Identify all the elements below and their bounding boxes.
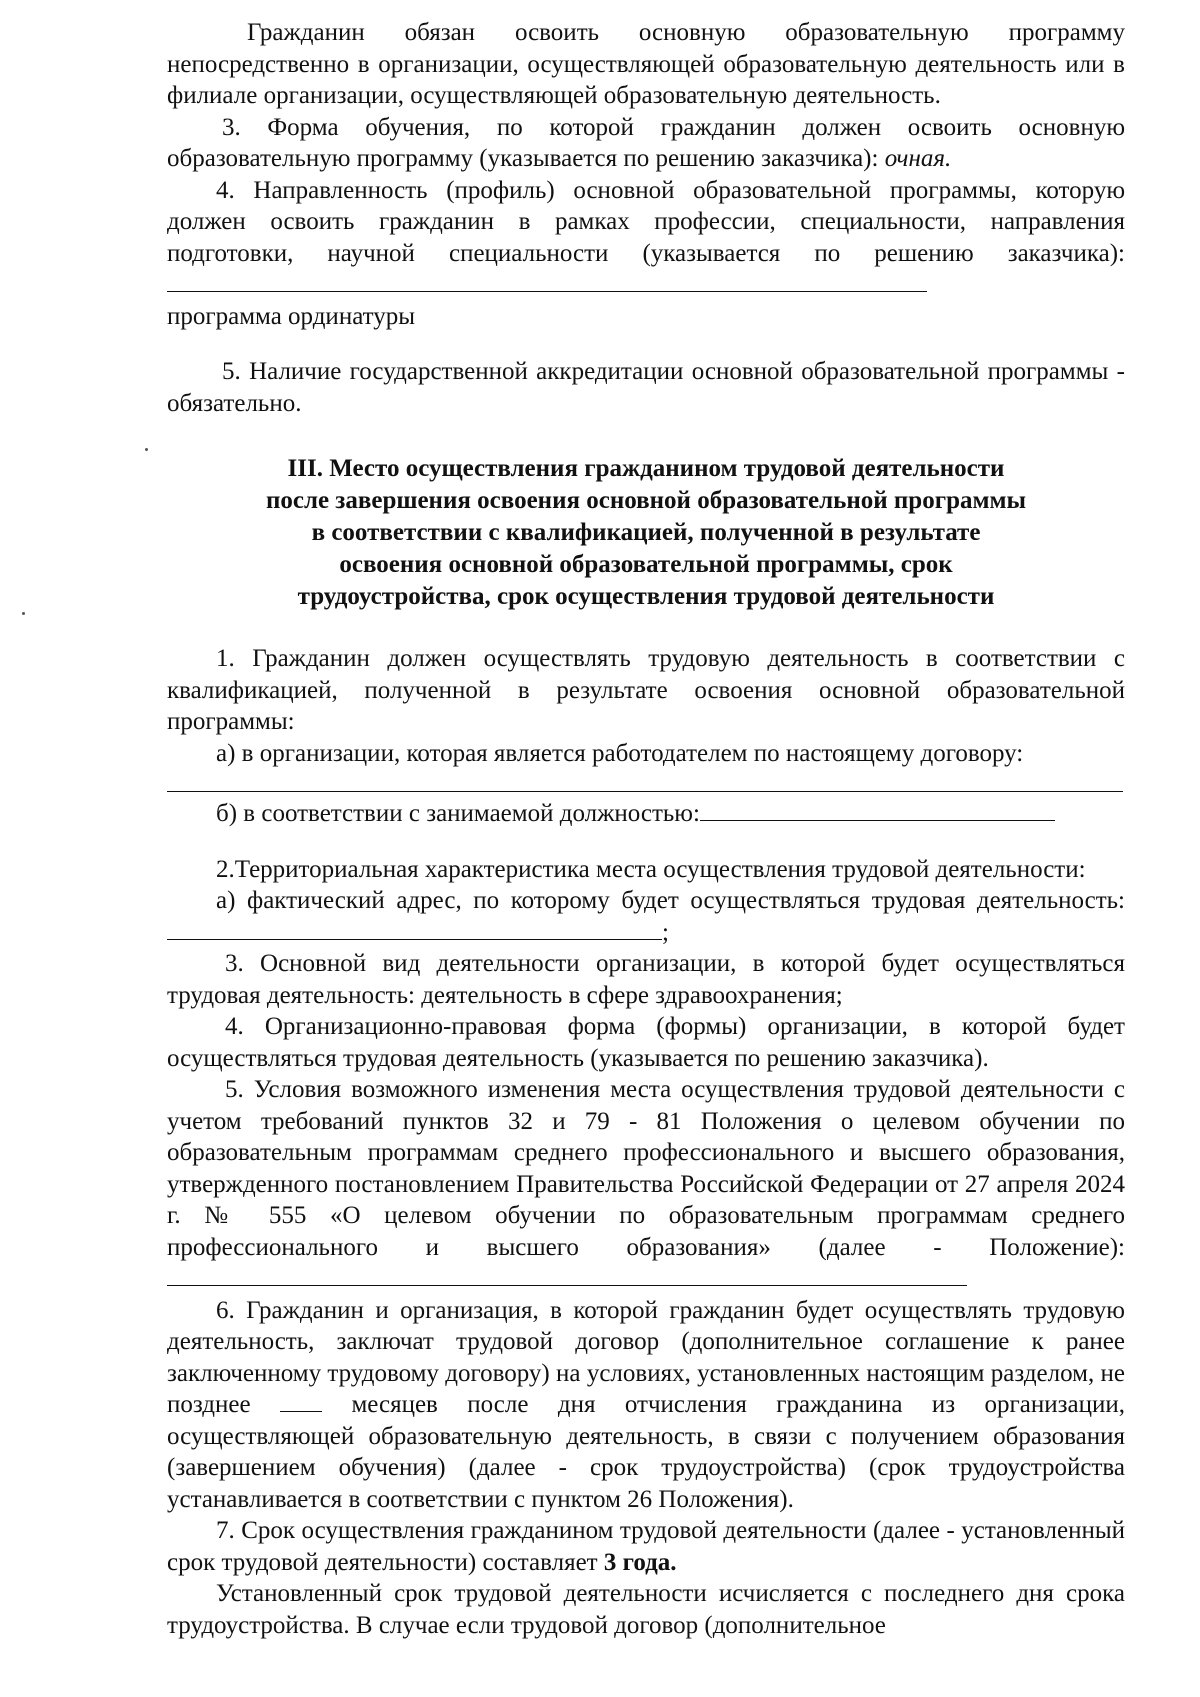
education-form-value: очная. [884, 145, 952, 172]
heading-line: в соответствии с квалификацией, полученной в результате [311, 519, 981, 546]
work-qualification-paragraph: 1. Гражданин должен осуществлять трудовую деятельность в соответствии с квалификацией, полученной в результате освоения основной образовательной программы: [167, 645, 1125, 735]
territorial-paragraph: 2.Территориальная характеристика места осуществления трудовой деятельности: [216, 855, 1086, 883]
heading-line: трудоустройства, срок осуществления трудовой деятельности [297, 583, 995, 610]
employment-contract-paragraph [167, 1295, 1125, 1516]
change-conditions-blank [167, 1263, 967, 1286]
work-term-value: 3 года. [603, 1548, 677, 1576]
heading-line: после завершения освоения основной образовательной программы [265, 487, 1027, 514]
scan-speck [22, 612, 25, 615]
closing-paragraph: Установленный срок трудовой деятельности исчисляется с последнего дня срока трудоустройства. В случае если трудовой договор (дополнительное [167, 1580, 1125, 1639]
position-text: б) в соответствии с занимаемой должностью: [216, 800, 700, 827]
months-blank [280, 1389, 322, 1412]
obligation-paragraph: Гражданин обязан освоить основную образовательную программу непосредственно в организации, осуществляющей образовательную деятельность или в филиале организации, осуществляющей образовательную деятельность. [167, 19, 1125, 109]
heading-line: освоения основной образовательной программы, срок [339, 551, 953, 578]
employment-contract-text: 6. Гражданин и организация, в которой гражданин будет осуществлять трудовую деятельность, заключат трудовой договор (дополнительное соглашение к ранее заключенному трудовому договору) на условиях, установленных настоящим разделом, не позднее [167, 1296, 1125, 1418]
actual-address-text: а) фактический адрес, по которому будет осуществляться трудовая деятельность: [216, 887, 1125, 914]
program-profile-text: 4. Направленность (профиль) основной образовательной программы, которую должен освоить гражданин в рамках профессии, специальности, направления подготовки, научной специальности (указывается по решению заказчика): [167, 176, 1125, 267]
program-profile-blank [167, 269, 927, 292]
heading-line: III. Место осуществления гражданином трудовой деятельности [287, 455, 1005, 482]
employment-contract-text-end: месяцев после дня отчисления гражданина из организации, осуществляющей образовательную деятельность, в связи с получением образования (завершением обучения) (далее - срок трудоустройства) (срок трудоустройства устанавливается в соответствии с пунктом 26 Положения). [167, 1391, 1126, 1513]
work-term-paragraph [167, 1515, 1125, 1578]
legal-form-paragraph: 4. Организационно-правовая форма (формы) организации, в которой будет осуществляться трудовая деятельность (указывается по решению заказчика). [167, 1013, 1125, 1072]
employer-organization-paragraph: а) в организации, которая является работодателем по настоящему договору: [216, 739, 1024, 767]
scan-speck [145, 448, 148, 451]
actual-address-blank [167, 917, 662, 940]
program-profile-paragraph [167, 175, 1125, 301]
actual-address-end: ; [662, 918, 669, 946]
position-paragraph [167, 798, 1125, 830]
section-3-heading [167, 453, 1125, 613]
education-form-text: 3. Форма обучения, по которой гражданин должен освоить основную образовательную программу (указывается по решению заказчика): [167, 113, 1125, 172]
change-conditions-paragraph [167, 1074, 1125, 1295]
employer-organization-blank [167, 769, 1123, 792]
change-conditions-text: 5. Условия возможного изменения места осуществления трудовой деятельности с учетом требований пунктов 32 и 79 - 81 Положения о целевом обучении по образовательным программам среднего профессионального и высшего образования, утвержденного постановлением Правительства Российской Федерации от 27 апреля 2024 г. № 555 «О целевом обучении по образовательным программам среднего профессионального и высшего образования» (далее - Положение): [167, 1076, 1125, 1261]
program-profile-value: программа ординатуры [167, 302, 416, 330]
activity-type-paragraph: 3. Основной вид деятельности организации, в которой будет осуществляться трудовая деятельность: деятельность в сфере здравоохранения; [167, 950, 1125, 1009]
work-term-text: 7. Срок осуществления гражданином трудовой деятельности (далее - установленный срок трудовой деятельности) составляет [167, 1517, 1125, 1576]
document-body [167, 17, 1125, 1641]
actual-address-paragraph [167, 885, 1125, 948]
education-form-paragraph [167, 112, 1125, 175]
accreditation-paragraph: 5. Наличие государственной аккредитации основной образовательной программы - обязательно. [167, 358, 1125, 417]
position-blank [700, 798, 1055, 821]
